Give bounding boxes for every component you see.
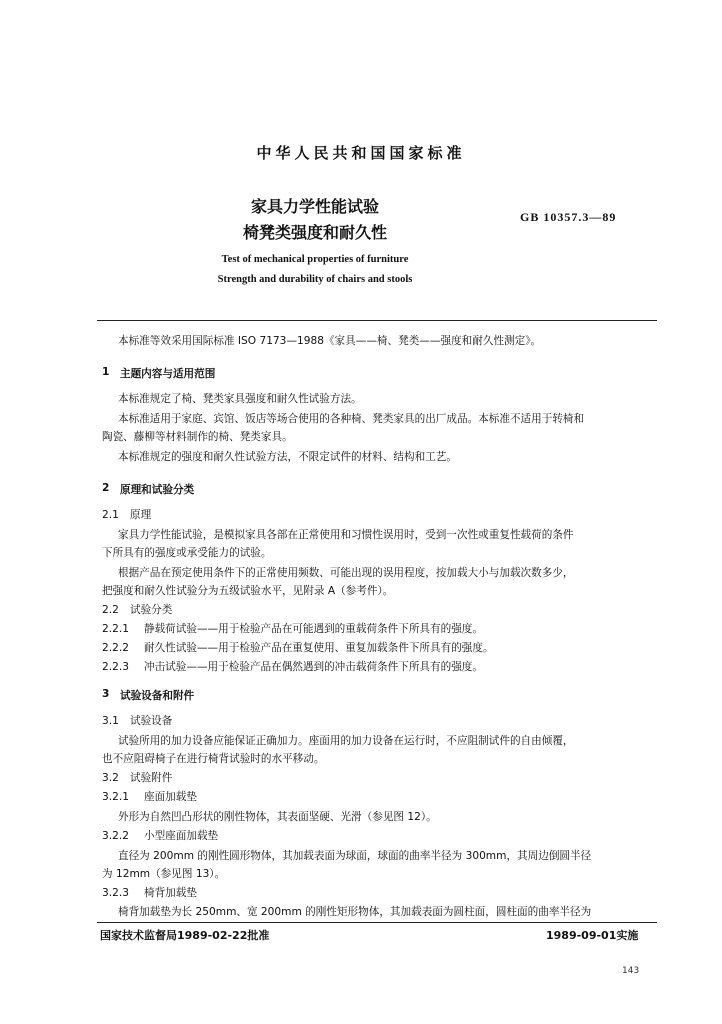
section-3-title: 试验设备和附件 xyxy=(120,690,195,702)
page-number: 143 xyxy=(622,966,640,976)
section-1-paragraph: 陶瓷、藤柳等材料制作的椅、凳类家具。 xyxy=(102,431,293,443)
document-title-line1: 家具力学性能试验 xyxy=(250,197,379,216)
subsection-title: 试验附件 xyxy=(130,772,173,784)
approval-date: 国家技术监督局1989-02-22批准 xyxy=(100,929,270,942)
subsection-number: 3.1 xyxy=(102,715,119,727)
section-3-paragraph: 外形为自然凹凸形状的刚性物体，其表面坚硬、光滑（参见图 12）。 xyxy=(118,811,437,823)
section-3-paragraph: 为 12mm（参见图 13）。 xyxy=(102,868,226,880)
section-2-number: 2 xyxy=(102,482,110,494)
section-1-paragraph: 本标准规定了椅、凳类家具强度和耐久性试验方法。 xyxy=(118,393,362,405)
subsection-number: 3.2 xyxy=(102,772,119,784)
subsection-title: 试验设备 xyxy=(130,715,173,727)
subsection-number: 2.2.2 xyxy=(102,642,129,654)
subsection-number: 3.2.1 xyxy=(102,791,129,803)
standard-header: 中华人民共和国国家标准 xyxy=(256,144,466,162)
subsection-number: 2.2 xyxy=(102,604,119,616)
section-2-paragraph: 家具力学性能试验，是模拟家具各部在正常使用和习惯性误用时，受到一次性或重复性载荷的条件 xyxy=(118,529,574,541)
list-item: 耐久性试验——用于检验产品在重复使用、重复加载条件下所具有的强度。 xyxy=(144,642,494,654)
section-2-paragraph: 把强度和耐久性试验分为五级试验水平，见附录 A（参考件）。 xyxy=(102,585,394,597)
subsection-title: 小型座面加载垫 xyxy=(144,830,219,842)
subsection-number: 3.2.3 xyxy=(102,887,129,899)
subsection-title: 试验分类 xyxy=(130,604,173,616)
subsection-title: 椅背加载垫 xyxy=(144,887,197,899)
section-3-paragraph: 也不应阻碍椅子在进行椅背试验时的水平移动。 xyxy=(102,753,325,765)
footer-divider xyxy=(97,922,657,923)
subsection-number: 2.2.1 xyxy=(102,623,129,635)
section-3-number: 3 xyxy=(102,688,110,700)
subsection-number: 2.2.3 xyxy=(102,661,129,673)
english-title-line1: Test of mechanical properties of furniture xyxy=(221,254,409,265)
header-divider xyxy=(97,320,657,321)
section-3-paragraph: 直径为 200mm 的刚性圆形物体，其加载表面为球面，球面的曲率半径为 300mm，其周边倒圆半径 xyxy=(118,850,592,862)
list-item: 冲击试验——用于检验产品在偶然遇到的冲击载荷条件下所具有的强度。 xyxy=(144,661,483,673)
section-1-paragraph: 本标准规定的强度和耐久性试验方法，不限定试件的材料、结构和工艺。 xyxy=(118,451,457,463)
section-1-title: 主题内容与适用范围 xyxy=(120,368,216,380)
effective-date: 1989-09-01实施 xyxy=(546,929,639,942)
gb-standard-code: GB 10357.3—89 xyxy=(520,210,617,224)
section-2-paragraph: 下所具有的强度或承受能力的试验。 xyxy=(102,547,272,559)
subsection-number: 3.2.2 xyxy=(102,830,129,842)
list-item: 静载荷试验——用于检验产品在可能遇到的重载荷条件下所具有的强度。 xyxy=(144,623,483,635)
section-1-number: 1 xyxy=(102,366,110,378)
english-title-line2: Strength and durability of chairs and stools xyxy=(217,274,413,285)
subsection-title: 座面加载垫 xyxy=(144,791,197,803)
section-2-title: 原理和试验分类 xyxy=(120,484,195,496)
document-title-line2: 椅凳类强度和耐久性 xyxy=(242,223,387,242)
intro-paragraph: 本标准等效采用国际标准 ISO 7173—1988《家具——椅、凳类——强度和耐久性测定》。 xyxy=(118,335,542,347)
section-3-paragraph: 试验所用的加力设备应能保证正确加力。座面用的加力设备在运行时，不应阻制试件的自由倾覆， xyxy=(118,735,574,747)
section-2-paragraph: 根据产品在预定使用条件下的正常使用频数、可能出现的误用程度，按加载大小与加载次数多少， xyxy=(118,567,574,579)
section-3-paragraph: 椅背加载垫为长 250mm、宽 200mm 的刚性矩形物体，其加载表面为圆柱面，圆柱面的曲率半径为 xyxy=(118,906,592,918)
subsection-number: 2.1 xyxy=(102,509,119,521)
subsection-title: 原理 xyxy=(130,509,152,521)
section-1-paragraph: 本标准适用于家庭、宾馆、饭店等场合使用的各种椅、凳类家具的出厂成品。本标准不适用于转椅和 xyxy=(118,413,585,425)
